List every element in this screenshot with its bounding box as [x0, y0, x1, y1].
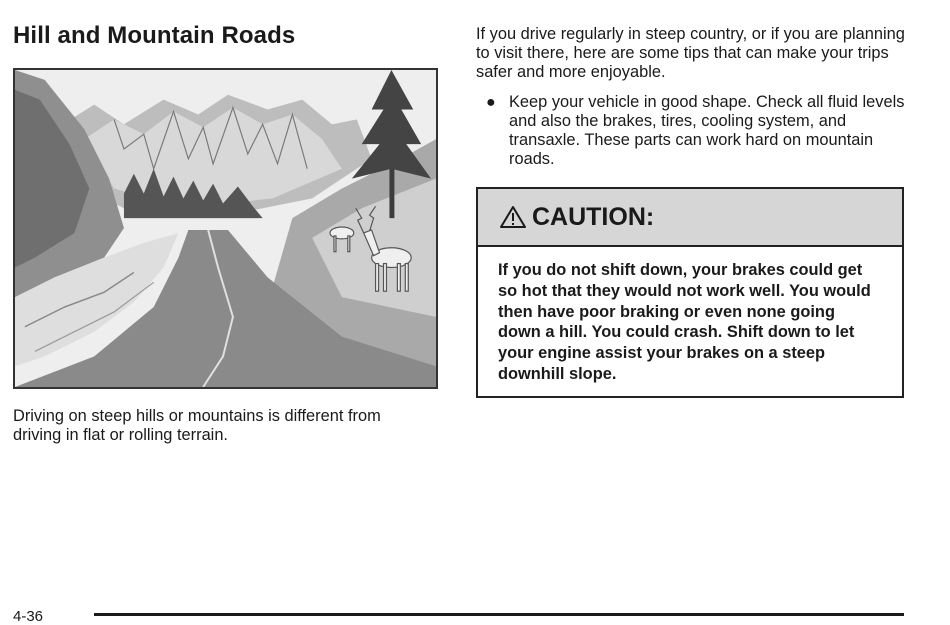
list-item: [476, 93, 906, 169]
page-number: 4-36: [13, 608, 44, 625]
caution-text: If you do not shift down, your brakes could get so hot that they would not work well. You would then have poor braking or even none going down a hill. You could crash. Shift down to let your engine assist your brakes on a steep downhill slope.: [498, 261, 871, 383]
page-title: Hill and Mountain Roads: [13, 22, 296, 49]
caution-box: [476, 187, 904, 398]
caution-header: [478, 189, 902, 247]
intro-paragraph: If you drive regularly in steep country, or if you are planning to visit there, here are some tips that can make your trips safer and more enjoyable.: [476, 25, 905, 81]
tips-list: [476, 93, 906, 169]
caution-heading: CAUTION:: [532, 202, 655, 231]
bullet-icon: ●: [486, 94, 496, 111]
warning-triangle-icon: [500, 205, 526, 229]
mountain-road-drawing: [15, 70, 436, 387]
footer-rule: [94, 613, 904, 616]
mountain-road-illustration: [13, 68, 438, 389]
image-caption: Driving on steep hills or mountains is different from driving in flat or rolling terrain.: [13, 407, 381, 444]
bullet-text: Keep your vehicle in good shape. Check all fluid levels and also the brakes, tires, cooling system, and transaxle. These parts can work hard on mountain roads.: [509, 93, 905, 168]
